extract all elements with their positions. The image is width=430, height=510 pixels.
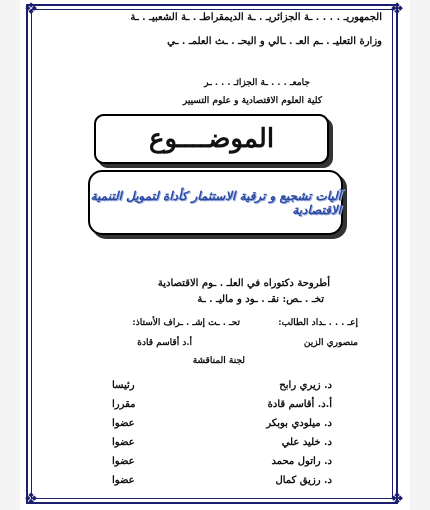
corner-ornament-icon: ❖ [389, 0, 405, 18]
republic-heading: الجمهوريـ . . . . ـة الجزائريـ . ـة الديمقراطـ . ـة الشعبيـ . ـة [130, 12, 382, 23]
committee-row [112, 456, 332, 472]
member-name: د. خليد علي [281, 437, 332, 448]
ministry-heading: وزارة التعليـ . ـم العـ . ـالي و البحـ . ـث العلمـ . ـي [167, 36, 382, 47]
member-name: أ.د. أقاسم قادة [267, 399, 332, 410]
thesis-subject: آليات تشجيع و ترقية الاستثمار كأداة لتمويل التنمية الاقتصادية [90, 188, 341, 217]
member-role: عضوا [112, 475, 135, 486]
faculty-name: كلية العلوم الاقتصادية و علوم التسيير [182, 96, 322, 106]
committee-row [112, 380, 332, 396]
title-box [94, 114, 329, 164]
member-name: د. زيري رابح [279, 380, 332, 391]
committee-heading: لجنة المناقشة [192, 356, 245, 366]
corner-ornament-icon: ❖ [23, 489, 39, 508]
subject-box [88, 170, 343, 235]
committee-row [112, 399, 332, 415]
specialty-line: تخـ . ـص: نقـ . ـود و ماليـ . ـة [197, 294, 324, 305]
committee-row [112, 437, 332, 453]
corner-ornament-icon: ❖ [389, 489, 405, 508]
committee-row [112, 475, 332, 491]
student-name: منصوري الزين [303, 338, 358, 348]
member-role: عضوا [112, 418, 135, 429]
member-role: مقررا [112, 399, 136, 410]
university-name: جامعـ . . . ـة الجزائـ . . . ـر [204, 78, 310, 88]
member-name: د. ميلودي بوبكر [266, 418, 332, 429]
title-label: الموضــــوع [148, 124, 275, 154]
member-role: عضوا [112, 437, 135, 448]
prepared-by-label: إعـ . . . ـداد الطالب: [278, 318, 358, 328]
corner-ornament-icon: ❖ [23, 0, 39, 18]
member-role: عضوا [112, 456, 135, 467]
member-name: د. رزيق كمال [275, 475, 332, 486]
supervised-by-label: تحـ . ـت إشـ . ـراف الأستاذ: [132, 318, 240, 328]
member-name: د. راتول محمد [271, 456, 332, 467]
member-role: رئيسا [112, 380, 135, 391]
degree-line: أطروحة دكتوراه في العلـ . ـوم الاقتصادية [157, 278, 330, 289]
committee-row [112, 418, 332, 434]
supervisor-name: أ.د أقاسم قادة [137, 338, 192, 348]
